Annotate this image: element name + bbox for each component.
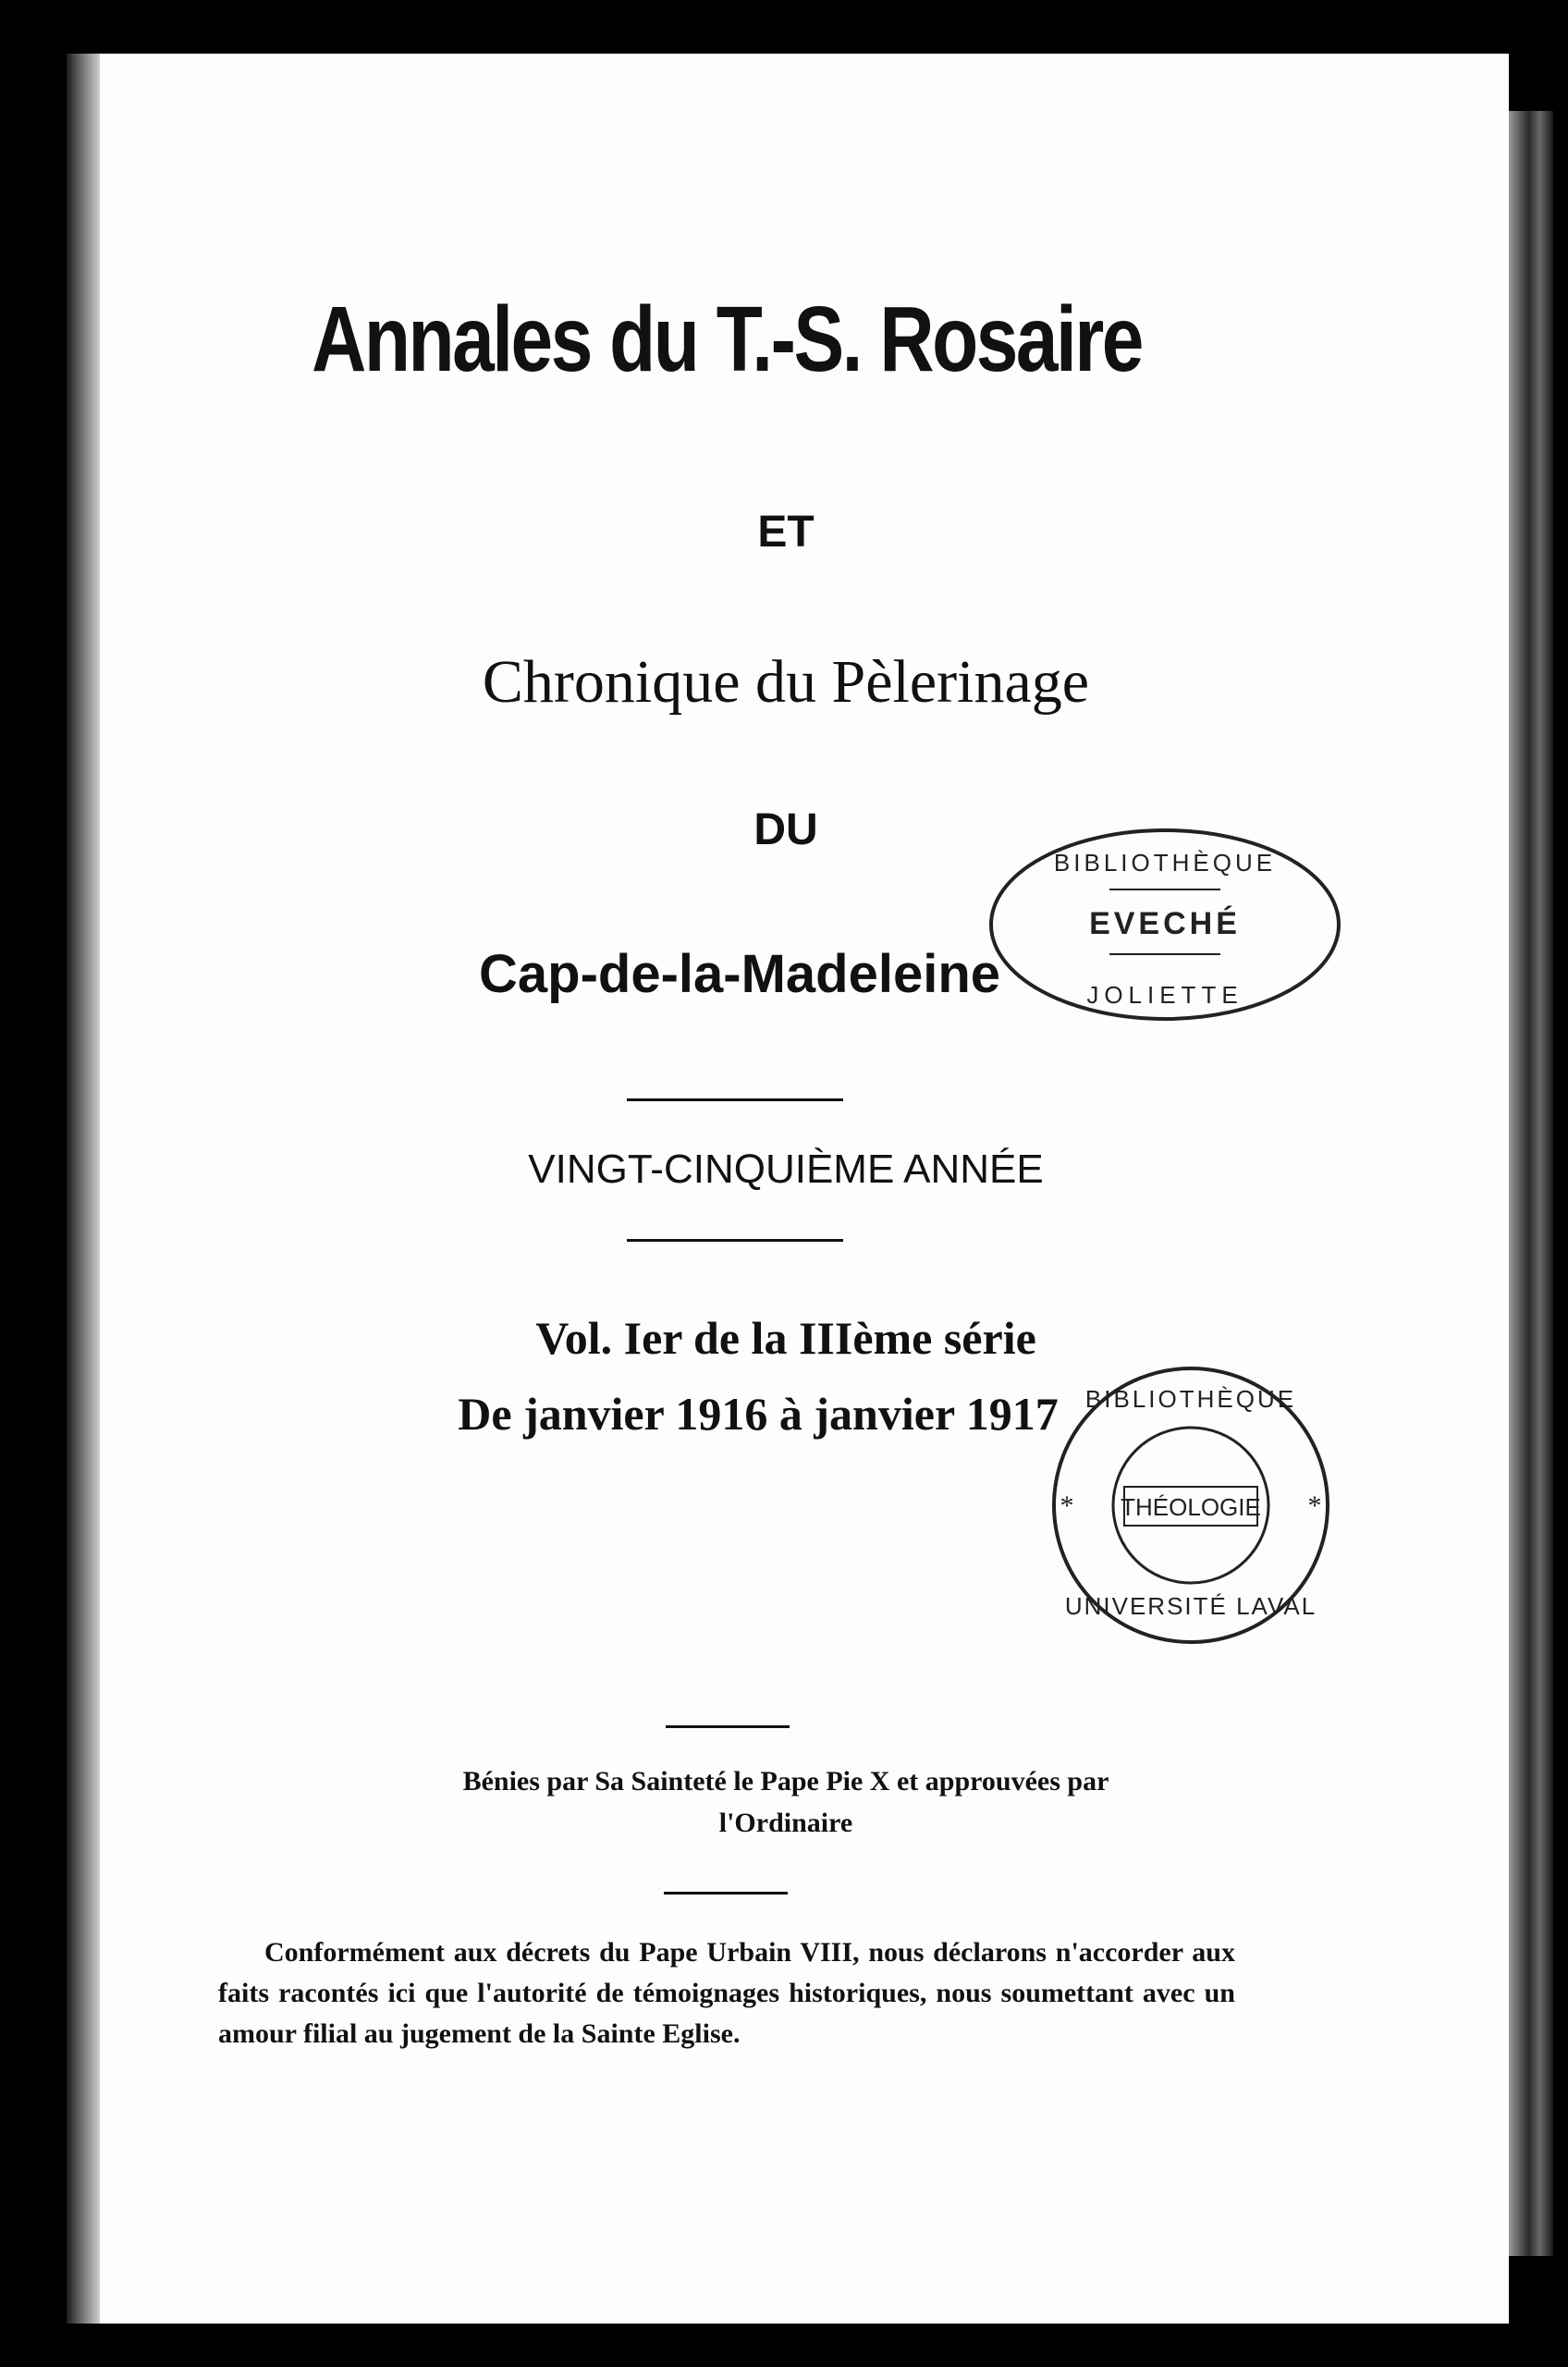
preposition-du: DU [753, 805, 818, 854]
journal-title: Annales du T.-S. Rosaire [312, 288, 1142, 391]
page-stack-edge [1509, 111, 1553, 2256]
disclaimer-text: Conformément aux décrets du Pape Urbain VIII, nous déclarons n'accorder aux faits racontés ici que l'autorité de témoignages historiques, nous soumettant avec un amour filial au jugement de la Sainte Eglise. [218, 1937, 1235, 2049]
volume-label: Vol. Ier de la IIIème série [535, 1312, 1036, 1364]
laval-stamp-top: BIBLIOTHÈQUE [1084, 1385, 1297, 1413]
eveche-stamp-bottom: JOLIETTE [1086, 981, 1243, 1009]
disclaimer-paragraph [218, 1932, 1235, 2054]
eveche-stamp [980, 814, 1350, 1036]
star-icon: * [1307, 1490, 1322, 1521]
laval-stamp [1043, 1357, 1339, 1653]
divider-rule [666, 1725, 790, 1728]
eveche-stamp-middle: EVECHÉ [1089, 906, 1241, 941]
blessing-line-2: l'Ordinaire [718, 1808, 853, 1838]
divider-rule [664, 1892, 788, 1895]
divider-rule [627, 1098, 843, 1101]
laval-stamp-bottom: UNIVERSITÉ LAVAL [1064, 1592, 1317, 1620]
year-label: VINGT-CINQUIÈME ANNÉE [528, 1147, 1044, 1192]
blessing-line: Bénies par Sa Sainteté le Pape Pie X et approuvées par [462, 1766, 1109, 1797]
laval-stamp-center: THÉOLOGIE [1121, 1493, 1261, 1521]
eveche-stamp-top: BIBLIOTHÈQUE [1053, 849, 1277, 877]
subtitle: Chronique du Pèlerinage [482, 648, 1090, 716]
conjunction-et: ET [757, 508, 815, 557]
star-icon: * [1060, 1490, 1074, 1521]
divider-rule [627, 1239, 843, 1242]
date-range: De janvier 1916 à janvier 1917 [458, 1388, 1059, 1440]
place-name: Cap-de-la-Madeleine [479, 944, 1000, 1004]
